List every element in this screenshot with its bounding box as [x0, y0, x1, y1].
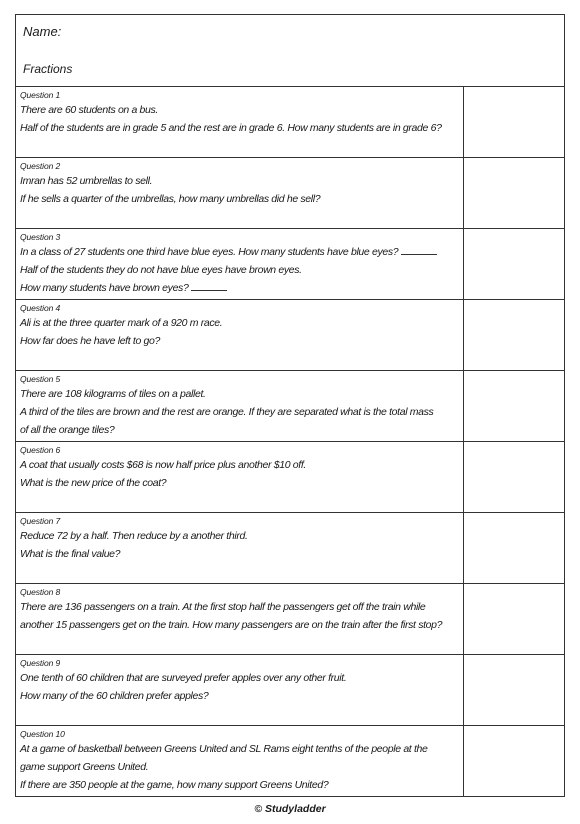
question-text-cell [16, 655, 464, 725]
answer-cell[interactable] [464, 442, 564, 512]
worksheet-header [16, 15, 564, 87]
answer-cell[interactable] [464, 655, 564, 725]
question-line: How many of the 60 children prefer apples? [20, 690, 209, 702]
answer-blank[interactable] [191, 281, 227, 291]
question-row-10 [16, 726, 564, 796]
copyright-footer: © Studyladder [254, 803, 326, 815]
name-label: Name: [23, 24, 62, 39]
question-number: Question 5 [20, 374, 61, 384]
answer-cell[interactable] [464, 229, 564, 299]
question-line: There are 60 students on a bus. [20, 104, 158, 116]
question-number: Question 7 [20, 516, 61, 526]
question-row-5 [16, 371, 564, 442]
question-line: What is the final value? [20, 548, 121, 560]
question-line: At a game of basketball between Greens United and SL Rams eight tenths of the people at the [20, 743, 428, 755]
question-row-1 [16, 87, 564, 158]
question-line: game support Greens United. [20, 761, 149, 773]
question-line: A coat that usually costs $68 is now half price plus another $10 off. [20, 459, 306, 471]
question-line: There are 136 passengers on a train. At the first stop half the passengers get off the train while [20, 601, 426, 613]
answer-cell[interactable] [464, 87, 564, 157]
question-line: another 15 passengers get on the train. How many passengers are on the train after the first stop? [20, 619, 443, 631]
question-line: Ali is at the three quarter mark of a 920 m race. [20, 317, 223, 329]
question-number: Question 8 [20, 587, 61, 597]
question-text-cell [16, 158, 464, 228]
answer-cell[interactable] [464, 726, 564, 796]
question-text-cell [16, 513, 464, 583]
question-row-8 [16, 584, 564, 655]
question-line: How far does he have left to go? [20, 335, 160, 347]
topic-title: Fractions [23, 62, 73, 76]
question-row-6 [16, 442, 564, 513]
question-number: Question 6 [20, 445, 61, 455]
question-line: One tenth of 60 children that are surveyed prefer apples over any other fruit. [20, 672, 347, 684]
question-number: Question 9 [20, 658, 61, 668]
question-line [20, 243, 459, 261]
question-line: Reduce 72 by a half. Then reduce by a another third. [20, 530, 248, 542]
question-number: Question 4 [20, 303, 61, 313]
question-number: Question 3 [20, 232, 61, 242]
question-line-text: In a class of 27 students one third have blue eyes. How many students have blue eyes? [20, 246, 399, 258]
question-row-3 [16, 229, 564, 300]
question-line [20, 279, 459, 297]
question-text-cell [16, 726, 464, 796]
question-row-2 [16, 158, 564, 229]
question-line: What is the new price of the coat? [20, 477, 167, 489]
question-number: Question 1 [20, 90, 61, 100]
question-row-7 [16, 513, 564, 584]
question-line: If he sells a quarter of the umbrellas, how many umbrellas did he sell? [20, 193, 321, 205]
question-row-9 [16, 655, 564, 726]
question-row-4 [16, 300, 564, 371]
question-number: Question 2 [20, 161, 61, 171]
question-line-text: How many students have brown eyes? [20, 282, 189, 294]
question-line: Imran has 52 umbrellas to sell. [20, 175, 153, 187]
worksheet [15, 14, 565, 797]
question-text-cell [16, 87, 464, 157]
answer-cell[interactable] [464, 300, 564, 370]
answer-cell[interactable] [464, 513, 564, 583]
question-line: Half of the students they do not have blue eyes have brown eyes. [20, 264, 302, 276]
answer-cell[interactable] [464, 584, 564, 654]
question-line: There are 108 kilograms of tiles on a pallet. [20, 388, 206, 400]
question-line: A third of the tiles are brown and the rest are orange. If they are separated what is the total mass [20, 406, 434, 418]
question-text-cell [16, 371, 464, 441]
question-text-cell [16, 229, 464, 299]
question-text-cell [16, 442, 464, 512]
answer-cell[interactable] [464, 371, 564, 441]
question-text-cell [16, 300, 464, 370]
answer-blank[interactable] [401, 245, 437, 255]
question-text-cell [16, 584, 464, 654]
answer-cell[interactable] [464, 158, 564, 228]
question-number: Question 10 [20, 729, 65, 739]
question-line: If there are 350 people at the game, how many support Greens United? [20, 779, 329, 791]
question-line: Half of the students are in grade 5 and the rest are in grade 6. How many students are in grade 6? [20, 122, 442, 134]
question-line: of all the orange tiles? [20, 424, 115, 436]
